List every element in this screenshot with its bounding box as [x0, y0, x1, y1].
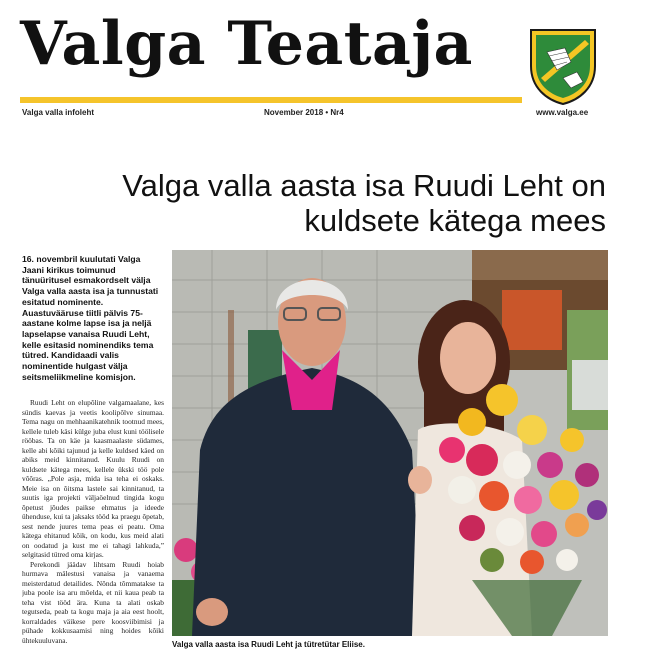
photo-illustration [172, 250, 608, 636]
valga-crest-icon [527, 26, 599, 106]
masthead-title: Valga Teataja [20, 9, 473, 79]
masthead-subtitle: Valga valla infoleht [22, 108, 95, 117]
issue-label: November 2018 • Nr4 [264, 108, 344, 117]
article-photo [172, 250, 608, 636]
article-headline: Valga valla aasta isa Ruudi Leht on kuldsete kätega mees [122, 167, 606, 238]
masthead-accent-bar [20, 97, 522, 103]
article-paragraph: Perekondi jäädav lihtsam Ruudi hoiab hurmava mälestusi vanaisa ja vanaema meisterdatud detailides. Nõnda tõmmatakse ta juba poole isa aru mõelda, et nii kaua peab ta teha vist tööd ära. Kuna ta alati oskab tegutseda, peab ta kogu maja ja aia eest hoolt, korraldades väikese pere koosviibimisi ja pühade kokkusaamisi ning hoides kõiki ühtekuuluvana. [22, 559, 164, 645]
article-lead: 16. novembril kuulutati Valga Jaani kirikus toimunud tänuüritusel esmakordselt välja Valga valla aasta isa ja tunnustati esitatud nominente. Auastuvääruse tiitli pälvis 75-aastane kolme lapse isa ja neljä lapselapse vanaisa Ruudi Leht, kelle esitasid nominendiks tema tütred. Kandidaadi valis nominentide hulgast välja seitsmeliikmeline komisjon. [22, 254, 159, 382]
article-paragraph: Ruudi Leht on elupõline valgamaalane, kes sündis kaevas ja veetis koolipõlve sinumaa. Tema nagu on mehhaanikatehnik tootnud mees, kellele tuleb käsi külge juba elust kuni töölisele rööbas. Ta on käe ja kaasmaalaste südames, kelle abi kõiki tajunud ja kelle kuldsed käed on abiks meid kinnitanud. Kuulu Ruudi on kuldsete kätega mees, kellele ükski töö pole võõras. „Pole asja, mida isa teha ei oskaks. Meie isa on õitsma lastele sai kinnitanud, ta suutis iga projekti väljaöelnud tingida kogu õpetust jõudes paikse ehmatus ja ideede ühenduse, kui ta jaksaks tööd ka praegu õpetab, sest nende juures tema peas ei peatu. Oma kätega ehitanud kõik, on kodu, kus meid alati on oodatud ja kust me ei tahagi lahkuda,” selgitasid tütred oma kirjas. [22, 398, 164, 559]
website-link[interactable]: www.valga.ee [536, 108, 589, 117]
photo-caption: Valga valla aasta isa Ruudi Leht ja tütretütar Eliise. [172, 640, 365, 649]
article-body [22, 398, 164, 656]
